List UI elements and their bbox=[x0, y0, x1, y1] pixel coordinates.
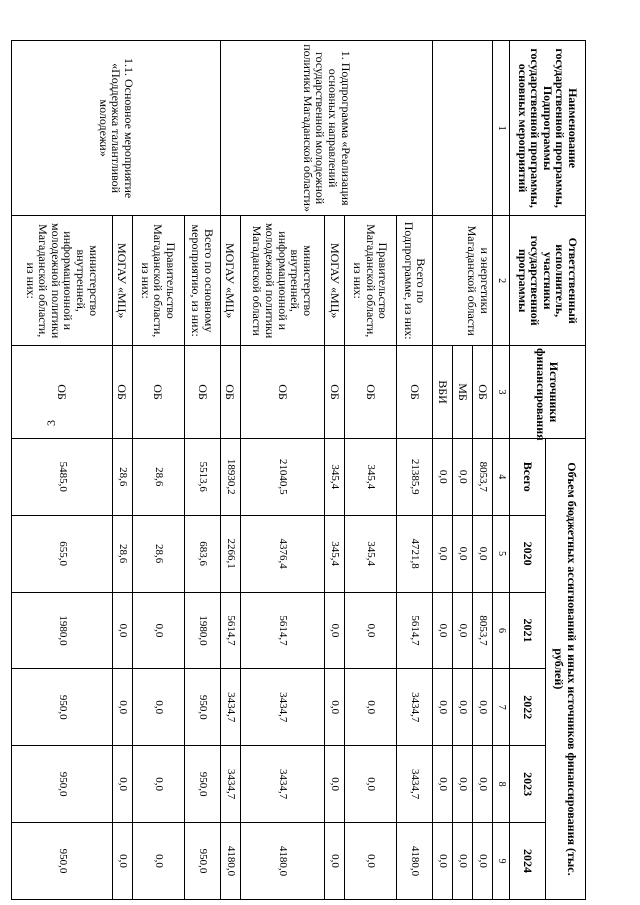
row-source-cell: ОБ bbox=[344, 346, 396, 439]
value-cell: 0,0 bbox=[433, 515, 453, 592]
row-source-cell: ОБ bbox=[325, 346, 345, 439]
row-source-cell: ОБ bbox=[220, 346, 240, 439]
value-cell: 4721,8 bbox=[397, 515, 433, 592]
value-cell: 0,0 bbox=[344, 592, 396, 669]
column-index: 8 bbox=[493, 746, 510, 823]
value-cell: 5614,7 bbox=[220, 592, 240, 669]
header-year: 2023 bbox=[510, 746, 546, 823]
table-row bbox=[397, 41, 433, 900]
value-cell: 0,0 bbox=[453, 746, 473, 823]
value-cell: 28,6 bbox=[132, 515, 184, 592]
value-cell: 28,6 bbox=[112, 515, 132, 592]
value-cell: 8053,7 bbox=[473, 592, 493, 669]
value-cell: 0,0 bbox=[453, 669, 473, 746]
value-cell: 4376,4 bbox=[240, 515, 324, 592]
row-responsible-cell: Правительство Магаданской области, из них: bbox=[132, 216, 184, 346]
row-source-cell: ВБИ bbox=[433, 346, 453, 439]
header-sources: Источники финансирования bbox=[510, 346, 586, 439]
value-cell: 3434,7 bbox=[220, 669, 240, 746]
row-responsible-cell: и энергетики Магаданской области bbox=[433, 216, 493, 346]
row-source-cell: ОБ bbox=[240, 346, 324, 439]
value-cell: 0,0 bbox=[112, 669, 132, 746]
column-index: 9 bbox=[493, 823, 510, 900]
value-cell: 3434,7 bbox=[240, 746, 324, 823]
row-source-cell: ОБ bbox=[132, 346, 184, 439]
value-cell: 0,0 bbox=[132, 823, 184, 900]
table-row bbox=[473, 41, 493, 900]
value-cell: 21040,5 bbox=[240, 438, 324, 515]
value-cell: 0,0 bbox=[325, 746, 345, 823]
value-cell: 28,6 bbox=[132, 438, 184, 515]
value-cell: 28,6 bbox=[112, 438, 132, 515]
rotated-page-content bbox=[11, 40, 586, 900]
header-year: 2024 bbox=[510, 823, 546, 900]
value-cell: 0,0 bbox=[344, 669, 396, 746]
value-cell: 0,0 bbox=[325, 823, 345, 900]
value-cell: 0,0 bbox=[325, 669, 345, 746]
row-responsible-cell: Всего по Подпрограмме, из них: bbox=[397, 216, 433, 346]
value-cell: 950,0 bbox=[12, 823, 113, 900]
value-cell: 3434,7 bbox=[240, 669, 324, 746]
value-cell: 0,0 bbox=[453, 592, 473, 669]
value-cell: 0,0 bbox=[112, 592, 132, 669]
header-year: 2020 bbox=[510, 515, 546, 592]
value-cell: 0,0 bbox=[112, 746, 132, 823]
column-index-row bbox=[493, 41, 510, 900]
value-cell: 1980,0 bbox=[12, 592, 113, 669]
value-cell: 345,4 bbox=[325, 515, 345, 592]
value-cell: 18930,2 bbox=[220, 438, 240, 515]
value-cell: 0,0 bbox=[473, 669, 493, 746]
value-cell: 655,0 bbox=[12, 515, 113, 592]
value-cell: 0,0 bbox=[473, 515, 493, 592]
value-cell: 0,0 bbox=[453, 515, 473, 592]
value-cell: 2266,1 bbox=[220, 515, 240, 592]
value-cell: 0,0 bbox=[344, 823, 396, 900]
value-cell: 950,0 bbox=[12, 669, 113, 746]
value-cell: 345,4 bbox=[344, 515, 396, 592]
row-source-cell: ОБ bbox=[473, 346, 493, 439]
column-index: 5 bbox=[493, 515, 510, 592]
column-index: 4 bbox=[493, 438, 510, 515]
value-cell: 4180,0 bbox=[397, 823, 433, 900]
value-cell: 0,0 bbox=[473, 823, 493, 900]
row-responsible-cell: министерство внутренней, информационной и молодежной политики Магаданской области, из них: bbox=[12, 216, 113, 346]
value-cell: 21385,9 bbox=[397, 438, 433, 515]
value-cell: 8053,7 bbox=[473, 438, 493, 515]
value-cell: 0,0 bbox=[325, 592, 345, 669]
value-cell: 5485,0 bbox=[12, 438, 113, 515]
column-index: 2 bbox=[493, 216, 510, 346]
value-cell: 5614,7 bbox=[240, 592, 324, 669]
value-cell: 0,0 bbox=[433, 669, 453, 746]
header-year: 2021 bbox=[510, 592, 546, 669]
value-cell: 345,4 bbox=[325, 438, 345, 515]
value-cell: 5513,6 bbox=[184, 438, 220, 515]
row-responsible-cell: Правительство Магаданской области, из них: bbox=[344, 216, 396, 346]
column-index: 6 bbox=[493, 592, 510, 669]
value-cell: 0,0 bbox=[112, 823, 132, 900]
page-number-text: 3 bbox=[44, 420, 58, 426]
value-cell: 0,0 bbox=[132, 592, 184, 669]
value-cell: 1980,0 bbox=[184, 592, 220, 669]
header-total: Всего bbox=[510, 438, 546, 515]
value-cell: 950,0 bbox=[184, 669, 220, 746]
value-cell: 4180,0 bbox=[220, 823, 240, 900]
value-cell: 950,0 bbox=[184, 823, 220, 900]
row-name-cell: 1.1. Основное мероприятие «Поддержка талантливой молодежи» bbox=[12, 41, 221, 216]
row-source-cell: ОБ bbox=[112, 346, 132, 439]
row-source-cell: ОБ bbox=[12, 346, 113, 439]
row-responsible-cell: министерство внутренней, информационной и молодежной политики Магаданской области bbox=[240, 216, 324, 346]
value-cell: 950,0 bbox=[184, 746, 220, 823]
value-cell: 950,0 bbox=[12, 746, 113, 823]
row-source-cell: ОБ bbox=[184, 346, 220, 439]
value-cell: 345,4 bbox=[344, 438, 396, 515]
funding-table bbox=[11, 40, 586, 900]
header-name: Наименование государственной программы, Подпрограммы государственной программы, основных мероприятий bbox=[510, 41, 586, 216]
row-responsible-cell: МОГАУ «МЦ» bbox=[112, 216, 132, 346]
row-responsible-cell: МОГАУ «МЦ» bbox=[325, 216, 345, 346]
value-cell: 3434,7 bbox=[397, 669, 433, 746]
value-cell: 0,0 bbox=[433, 746, 453, 823]
value-cell: 0,0 bbox=[433, 438, 453, 515]
column-index: 3 bbox=[493, 346, 510, 439]
row-source-cell: МБ bbox=[453, 346, 473, 439]
column-index: 7 bbox=[493, 669, 510, 746]
value-cell: 0,0 bbox=[433, 823, 453, 900]
row-source-cell: ОБ bbox=[397, 346, 433, 439]
value-cell: 4180,0 bbox=[240, 823, 324, 900]
value-cell: 3434,7 bbox=[397, 746, 433, 823]
value-cell: 0,0 bbox=[344, 746, 396, 823]
row-name-cell bbox=[433, 41, 493, 216]
value-cell: 5614,7 bbox=[397, 592, 433, 669]
value-cell: 0,0 bbox=[132, 669, 184, 746]
value-cell: 0,0 bbox=[132, 746, 184, 823]
column-index: 1 bbox=[493, 41, 510, 216]
header-responsible: Ответственный исполнитель, участники государственной программы bbox=[510, 216, 586, 346]
row-name-cell: 1. Подпрограмма «Реализация основных направлений государственной молодежной политики Магаданской области» bbox=[220, 41, 432, 216]
value-cell: 3434,7 bbox=[220, 746, 240, 823]
value-cell: 0,0 bbox=[453, 823, 473, 900]
value-cell: 0,0 bbox=[453, 438, 473, 515]
table-row bbox=[184, 41, 220, 900]
header-year: 2022 bbox=[510, 669, 546, 746]
value-cell: 683,6 bbox=[184, 515, 220, 592]
value-cell: 0,0 bbox=[433, 592, 453, 669]
row-responsible-cell: МОГАУ «МЦ» bbox=[220, 216, 240, 346]
value-cell: 0,0 bbox=[473, 746, 493, 823]
header-funding: Объем бюджетных ассигнований и иных источников финансирования (тыс. рублей) bbox=[546, 438, 586, 899]
row-responsible-cell: Всего по основному мероприятию, из них: bbox=[184, 216, 220, 346]
